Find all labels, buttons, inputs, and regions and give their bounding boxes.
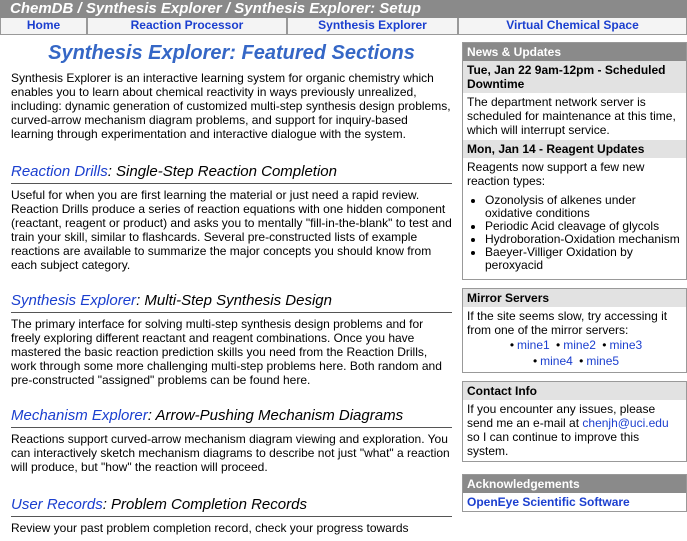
mirror-servers-heading: Mirror Servers — [463, 289, 686, 307]
mirror-link[interactable]: mine4 — [540, 354, 573, 368]
list-item: • Periodic Acid cleavage of glycols — [485, 220, 682, 233]
breadcrumb: ChemDB / Synthesis Explorer / Synthesis Explorer: Setup — [0, 0, 687, 18]
section-heading — [11, 163, 452, 184]
contact-heading: Contact Info — [463, 382, 686, 400]
mirror-link[interactable]: mine1 — [517, 338, 550, 352]
acknowledgements-box — [462, 474, 687, 512]
nav-reaction-processor-link[interactable]: Reaction Processor — [87, 18, 287, 35]
mirror-servers-text: If the site seems slow, try accessing it from one of the mirror servers: — [467, 309, 668, 337]
section-subtitle: : Single-Step Reaction Completion — [107, 163, 337, 180]
reaction-drills-link[interactable]: Reaction Drills — [11, 163, 108, 180]
openeye-link[interactable]: OpenEye Scientific Software — [463, 493, 686, 511]
contact-text: so I can continue to improve this system. — [467, 430, 640, 458]
section-description: Review your past problem completion record, check your progress towards — [11, 521, 409, 535]
sidebar — [462, 42, 687, 520]
synthesis-explorer-link[interactable]: Synthesis Explorer — [11, 292, 137, 309]
list-item: • Hydroboration-Oxidation mechanism — [485, 233, 682, 246]
news-item-title: Tue, Jan 22 9am-12pm - Scheduled Downtime — [463, 61, 686, 93]
section-subtitle: : Arrow-Pushing Mechanism Diagrams — [147, 407, 404, 424]
section-heading — [11, 496, 452, 517]
list-item: • Baeyer-Villiger Oxidation by peroxyacid — [485, 246, 682, 272]
section-subtitle: : Multi-Step Synthesis Design — [136, 292, 332, 309]
nav-synthesis-explorer-link[interactable]: Synthesis Explorer — [287, 18, 458, 35]
news-box — [462, 42, 687, 280]
section-user-records — [11, 496, 452, 535]
intro-paragraph: Synthesis Explorer is an interactive learning system for organic chemistry which enables you to learn about chemical reactivity in ways previously unrealized, including: dynamic generation of customized multi-step synthesis design problems, curved-arrow mechanism diagram problems, and support for inquiry-based learning through experimentation and interactive dialogue with the system. — [11, 71, 451, 141]
section-description: Reactions support curved-arrow mechanism diagram viewing and exploration. You can interactively sketch mechanism diagrams to describe not just "what" a reaction will produce, but "how" the reaction will proceed. — [11, 432, 450, 474]
bullet-icon: • — [556, 338, 561, 352]
contact-box — [462, 381, 687, 462]
bullet-icon: • — [509, 338, 515, 352]
news-item-title: Mon, Jan 14 - Reagent Updates — [463, 140, 686, 158]
bullet-icon: • — [602, 338, 607, 352]
news-item-body: The department network server is scheduled for maintenance at this time, which will interrupt service. — [467, 95, 676, 137]
mirror-links — [467, 337, 682, 369]
nav-home-link[interactable]: Home — [0, 18, 87, 35]
mirror-servers-box — [462, 288, 687, 373]
section-heading — [11, 407, 452, 428]
list-item: • Ozonolysis of alkenes under oxidative conditions — [485, 194, 682, 220]
bullet-icon: • — [532, 354, 538, 368]
mirror-link[interactable]: mine2 — [563, 338, 596, 352]
mechanism-explorer-link[interactable]: Mechanism Explorer — [11, 407, 148, 424]
contact-text: If you encounter any issues, please send me an e-mail at — [467, 402, 656, 430]
contact-email-link[interactable]: chenjh@uci.edu — [582, 416, 669, 430]
contact-body — [463, 400, 686, 461]
mirror-link[interactable]: mine3 — [609, 338, 643, 352]
mirror-link[interactable]: mine5 — [586, 354, 620, 368]
nav-virtual-chemical-space-link[interactable]: Virtual Chemical Space — [458, 18, 687, 35]
news-item-body — [463, 158, 686, 279]
section-description: Useful for when you are first learning the material or just need a rapid review. Reaction Drills produce a series of reaction equations with one hidden component (reactant, reagent or product) and asks you to mentally "fill-in-the-blank" to test and train your skill, similar to flashcards. Several pre-constructed lists of example reactions are available to summarize the major concepts you should know from each subject category. — [11, 188, 452, 272]
section-reaction-drills — [11, 163, 452, 272]
main-content — [11, 38, 452, 535]
mirror-servers-body — [463, 307, 686, 372]
section-synthesis-explorer — [11, 292, 452, 387]
news-heading: News & Updates — [463, 43, 686, 61]
bullet-icon: • — [579, 354, 584, 368]
section-description: The primary interface for solving multi-step synthesis design problems and for freely exploring different reactant and reagent combinations. Once you have mastered the basic reaction prediction skills you need from the Reaction Drills, work through some more challenging multi-step problems here. Both random and pre-constructed "assigned" problems can be found here. — [11, 317, 442, 387]
reaction-type-list — [467, 194, 682, 272]
top-nav — [0, 18, 687, 35]
section-mechanism-explorer — [11, 407, 452, 474]
acknowledgements-heading: Acknowledgements — [463, 475, 686, 493]
section-heading — [11, 292, 452, 313]
section-subtitle: : Problem Completion Records — [102, 496, 307, 513]
user-records-link[interactable]: User Records — [11, 496, 103, 513]
news-item-text: Reagents now support a few new reaction types: — [467, 160, 645, 188]
page-title: Synthesis Explorer: Featured Sections — [48, 42, 415, 64]
